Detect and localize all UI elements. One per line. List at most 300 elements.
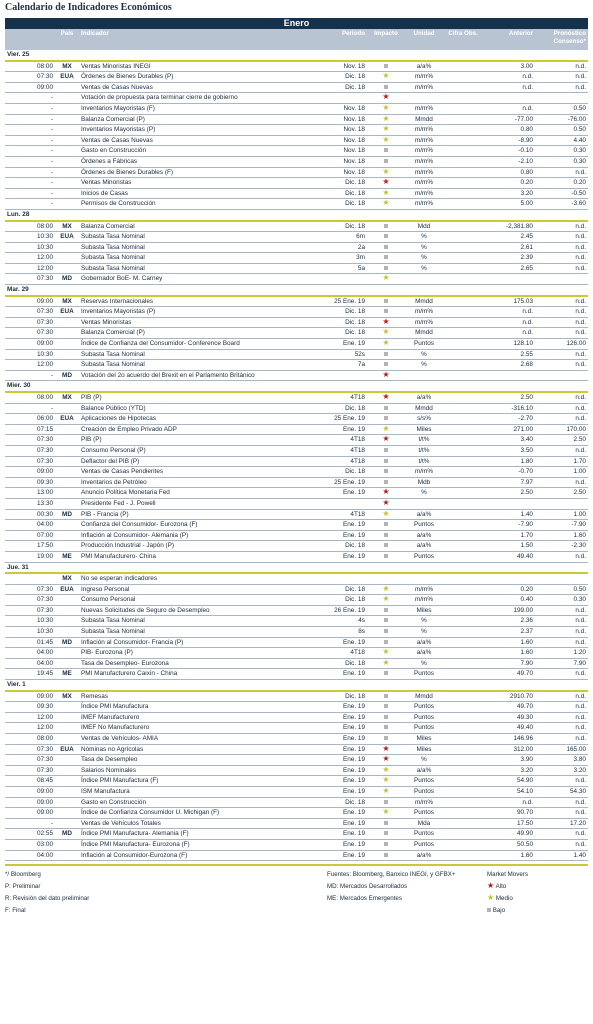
country-cell: EUA [55,584,79,595]
impact-cell [367,253,405,264]
impact-cell [367,520,405,531]
table-row [5,786,588,797]
impact-cell [367,776,405,787]
previous-cell: 0.80 [483,125,535,136]
period-cell: Nov. 18 [309,146,367,157]
previous-cell [483,498,535,509]
low-impact-square-icon [384,671,388,675]
previous-cell: 1.80 [483,456,535,467]
previous-cell: 2.68 [483,360,535,371]
indicator-cell: Inflación al Consumidor-Eurozona (F) [79,850,309,861]
observed-cell [443,188,483,199]
table-row [5,199,588,210]
day-row [5,209,588,220]
impact-cell [367,551,405,562]
time-cell: 04:00 [5,520,55,531]
table-row [5,328,588,339]
table-row [5,765,588,776]
observed-cell [443,370,483,381]
previous-cell: 0.80 [483,167,535,178]
unit-cell: m/m% [405,146,443,157]
unit-cell: % [405,232,443,243]
country-cell [55,253,79,264]
time-cell: 00:30 [5,509,55,520]
indicator-cell: Ventas de Casas Nuevas [79,82,309,93]
previous-cell: 54.10 [483,786,535,797]
table-row [5,263,588,274]
observed-cell [443,392,483,403]
indicator-cell: Índice de Confianza Consumidor U. Michigan (F) [79,808,309,819]
unit-cell: a/a% [405,509,443,520]
high-impact-star-icon: ★ [382,370,390,379]
forecast-cell: n.d. [535,712,588,723]
legend-bajo: Bajo [492,907,506,915]
impact-cell [367,477,405,488]
table-row [5,445,588,456]
observed-cell [443,498,483,509]
observed-cell [443,156,483,167]
impact-cell [367,424,405,435]
high-impact-star-icon: ★ [382,317,390,326]
period-cell [309,274,367,285]
period-cell: 25 Ene. 19 [309,477,367,488]
unit-cell: m/m% [405,199,443,210]
table-row [5,595,588,606]
previous-cell: -8.90 [483,135,535,146]
impact-cell [367,221,405,232]
forecast-cell [535,274,588,285]
previous-cell: -0.70 [483,467,535,478]
high-impact-star-icon: ★ [382,434,390,444]
unit-cell: % [405,263,443,274]
time-cell: 12:00 [5,253,55,264]
medium-impact-star-icon: ★ [382,103,390,112]
indicator-cell: IMEF No Manufacturero [79,723,309,734]
col-periodo: Periodo [309,29,367,50]
forecast-cell: 3.80 [535,755,588,766]
time-cell: 10:30 [5,616,55,627]
forecast-cell: 0.30 [535,146,588,157]
forecast-cell: n.d. [535,616,588,627]
table-row [5,414,588,425]
period-cell: Ene. 19 [309,551,367,562]
previous-cell: 49.40 [483,551,535,562]
forecast-cell: 3.20 [535,765,588,776]
low-impact-square-icon [384,831,388,835]
country-cell [55,765,79,776]
legend-note: */ Bloomberg [5,871,41,879]
indicator-cell: Ventas de Vehículos- AMIA [79,734,309,745]
observed-cell [443,850,483,861]
medium-impact-star-icon: ★ [382,124,390,134]
previous-cell: 2.37 [483,627,535,638]
country-cell [55,135,79,146]
period-cell [309,93,367,104]
table-row [5,839,588,850]
previous-cell: 2.61 [483,242,535,253]
country-cell [55,498,79,509]
time-cell: 07:30 [5,328,55,339]
country-cell [55,199,79,210]
forecast-cell: 0.30 [535,156,588,167]
col-pronostico: Pronóstico Consenso* [535,29,588,50]
previous-cell: -0.10 [483,146,535,157]
indicator-cell: Subasta Tasa Nominal [79,627,309,638]
indicator-cell: Órdenes de Bienes Durables (F) [79,167,309,178]
observed-cell [443,595,483,606]
low-impact-square-icon [384,543,388,547]
impact-cell [367,498,405,509]
observed-cell [443,307,483,318]
table-row [5,541,588,552]
period-cell: Ene. 19 [309,669,367,680]
country-cell [55,477,79,488]
impact-cell [367,72,405,83]
country-cell [55,776,79,787]
country-cell: EUA [55,414,79,425]
time-cell: 09:00 [5,339,55,350]
country-cell [55,445,79,456]
observed-cell [443,829,483,840]
forecast-cell: n.d. [535,669,588,680]
impact-cell [367,188,405,199]
unit-cell: Puntos [405,551,443,562]
table-row [5,339,588,350]
indicator-cell: PMI Manufacturero Caixin - China [79,669,309,680]
country-cell [55,702,79,713]
forecast-cell: n.d. [535,221,588,232]
impact-cell [367,242,405,253]
time-cell: 09:30 [5,702,55,713]
low-impact-square-icon [384,234,388,238]
indicator-cell: PIB (P) [79,392,309,403]
impact-cell [367,839,405,850]
impact-cell [367,167,405,178]
period-cell: Dic. 18 [309,82,367,93]
impact-cell [367,744,405,755]
forecast-cell: 54.30 [535,786,588,797]
legend-source: ME: Mercados Emergentes [327,895,402,903]
time-cell: 07:30 [5,317,55,328]
time-cell: 10:30 [5,627,55,638]
previous-cell: n.d. [483,328,535,339]
unit-cell: m/m% [405,797,443,808]
table-row [5,370,588,381]
table-row [5,435,588,446]
indicator-cell: Balance Público (YTD) [79,403,309,414]
column-header-row [5,29,588,50]
unit-cell: m/m% [405,135,443,146]
country-cell [55,125,79,136]
period-cell: Dic. 18 [309,199,367,210]
previous-cell [483,370,535,381]
forecast-cell [535,370,588,381]
country-cell [55,850,79,861]
unit-cell: m/m% [405,307,443,318]
indicator-cell: Nóminas no Agrícolas [79,744,309,755]
impact-cell [367,125,405,136]
period-cell: Dic. 18 [309,691,367,702]
unit-cell: Puntos [405,669,443,680]
observed-cell [443,755,483,766]
table-row [5,488,588,499]
forecast-cell: 1.00 [535,509,588,520]
observed-cell [443,61,483,72]
high-impact-star-icon: ★ [382,498,390,507]
indicator-cell: Índice PMI Manufactura (F) [79,776,309,787]
indicator-cell: Aplicaciones de Hipotecas [79,414,309,425]
medium-impact-star-icon: ★ [382,775,390,785]
country-cell: MX [55,296,79,307]
table-row [5,498,588,509]
time-cell: 07:30 [5,584,55,595]
medium-impact-star-icon: ★ [382,327,390,337]
medium-impact-star-icon: ★ [382,509,390,518]
unit-cell: % [405,253,443,264]
unit-cell: Miles [405,424,443,435]
time-cell: 01:45 [5,637,55,648]
unit-cell: Puntos [405,712,443,723]
country-cell [55,424,79,435]
table-row [5,188,588,199]
low-impact-square-icon [384,800,388,804]
observed-cell [443,414,483,425]
time-cell: 10:30 [5,242,55,253]
observed-cell [443,839,483,850]
indicator-cell: Gasto en Construcción [79,797,309,808]
country-cell [55,339,79,350]
low-impact-square-icon [384,352,388,356]
time-cell: - [5,818,55,829]
observed-cell [443,82,483,93]
unit-cell: Mmdd [405,328,443,339]
table-row [5,82,588,93]
table-row [5,61,588,72]
period-cell: Dic. 18 [309,467,367,478]
legend-medio: Medio [495,895,513,903]
previous-cell: 2.50 [483,488,535,499]
table-row [5,850,588,861]
observed-cell [443,530,483,541]
country-cell [55,520,79,531]
medium-impact-star-icon: ★ [382,71,390,81]
country-cell [55,263,79,274]
forecast-cell: n.d. [535,242,588,253]
low-impact-square-icon [384,554,388,558]
previous-cell: 3.00 [483,61,535,72]
unit-cell: t/t% [405,445,443,456]
previous-cell: 199.00 [483,605,535,616]
indicator-cell: Inicios de Casas [79,188,309,199]
low-impact-square-icon [384,85,388,89]
forecast-cell: -0.50 [535,188,588,199]
legend-note: F: Final [5,907,26,915]
unit-cell: % [405,349,443,360]
country-cell: MD [55,637,79,648]
impact-cell [367,317,405,328]
forecast-cell: 170.00 [535,424,588,435]
observed-cell [443,808,483,819]
impact-cell [367,488,405,499]
previous-cell: 2.39 [483,253,535,264]
indicator-cell: Subasta Tasa Nominal [79,360,309,371]
page-title: Calendario de Indicadores Económicos [5,2,172,13]
forecast-cell: n.d. [535,232,588,243]
table-row [5,637,588,648]
indicator-cell: Ventas de Casas Pendientes [79,467,309,478]
forecast-cell: 1.00 [535,467,588,478]
observed-cell [443,551,483,562]
day-label: Mar. 29 [5,285,588,296]
medium-impact-star-icon: ★ [382,167,390,176]
observed-cell [443,72,483,83]
period-cell: Ene. 19 [309,786,367,797]
legend-note: R: Revisión del dato preliminar [5,895,90,903]
table-row [5,424,588,435]
legend-notes [5,869,89,917]
observed-cell [443,445,483,456]
time-cell: 09:00 [5,786,55,797]
impact-cell [367,723,405,734]
country-cell [55,178,79,189]
previous-cell: 1.60 [483,850,535,861]
forecast-cell: n.d. [535,360,588,371]
medium-impact-star-icon: ★ [382,135,390,144]
impact-cell [367,755,405,766]
indicator-cell: Subasta Tasa Nominal [79,263,309,274]
period-cell: Nov. 18 [309,135,367,146]
country-cell [55,605,79,616]
observed-cell [443,167,483,178]
medium-impact-star-icon: ★ [382,786,390,795]
unit-cell: m/m% [405,584,443,595]
day-label: Jue. 31 [5,562,588,573]
period-cell: Dic. 18 [309,307,367,318]
impact-cell [367,595,405,606]
indicator-cell: Índice de Confianza del Consumidor- Conference Board [79,339,309,350]
unit-cell: s/s% [405,414,443,425]
time-cell: - [5,135,55,146]
low-impact-square-icon [384,416,388,420]
period-cell: Dic. 18 [309,72,367,83]
table-row [5,808,588,819]
country-cell [55,146,79,157]
medium-impact-star-icon: ★ [382,807,390,817]
period-cell: Ene. 19 [309,637,367,648]
country-cell [55,595,79,606]
table-row [5,467,588,478]
forecast-cell: n.d. [535,392,588,403]
medium-impact-star-icon: ★ [382,338,390,348]
previous-cell: 1.50 [483,541,535,552]
indicator-cell: ISM Manufactura [79,786,309,797]
impact-cell [367,339,405,350]
period-cell: Ene. 19 [309,530,367,541]
country-cell [55,328,79,339]
table-row [5,669,588,680]
observed-cell [443,776,483,787]
table-row [5,456,588,467]
impact-cell [367,616,405,627]
impact-cell [367,456,405,467]
period-cell: Dic. 18 [309,221,367,232]
previous-cell: 3.20 [483,765,535,776]
low-impact-square-icon [384,362,388,366]
indicator-cell: Inventarios de Petróleo [79,477,309,488]
indicator-cell: Consumo Personal [79,595,309,606]
time-cell: 07:30 [5,595,55,606]
observed-cell [443,723,483,734]
time-cell: - [5,403,55,414]
table-row [5,103,588,114]
table-row [5,93,588,104]
time-cell: - [5,93,55,104]
forecast-cell: n.d. [535,829,588,840]
previous-cell: 2.45 [483,232,535,243]
forecast-cell [535,93,588,104]
indicator-cell: Producción Industrial - Japón (P) [79,541,309,552]
time-cell: - [5,125,55,136]
time-cell: 07:30 [5,765,55,776]
impact-cell [367,370,405,381]
unit-cell: m/m% [405,156,443,167]
previous-cell: 0.20 [483,178,535,189]
country-cell [55,658,79,669]
table-row [5,253,588,264]
observed-cell [443,584,483,595]
forecast-cell: -3.60 [535,199,588,210]
country-cell: EUA [55,72,79,83]
col-impacto: Impacto [367,29,405,50]
day-row [5,562,588,573]
table-row [5,274,588,285]
indicator-cell: IMEF Manufacturero [79,712,309,723]
indicator-cell: Subasta Tasa Nominal [79,232,309,243]
indicator-cell: Ventas Minoristas [79,178,309,189]
period-cell: 25 Ene. 19 [309,414,367,425]
period-cell: Dic. 18 [309,584,367,595]
time-cell: 07:30 [5,435,55,446]
impact-cell [367,627,405,638]
forecast-cell: 2.50 [535,488,588,499]
previous-cell: 17.50 [483,818,535,829]
observed-cell [443,253,483,264]
unit-cell: Puntos [405,808,443,819]
impact-cell [367,360,405,371]
indicator-cell: Ventas Minoristas INEGI [79,61,309,72]
indicators-table [5,29,588,861]
previous-cell: 3.40 [483,435,535,446]
country-cell [55,734,79,745]
indicator-cell: Inventarios Mayoristas (F) [79,103,309,114]
unit-cell: % [405,360,443,371]
country-cell: MD [55,829,79,840]
table-row [5,403,588,414]
forecast-cell: n.d. [535,307,588,318]
impact-cell [367,797,405,808]
country-cell [55,541,79,552]
period-cell: 4T18 [309,435,367,446]
forecast-cell: n.d. [535,839,588,850]
observed-cell [443,263,483,274]
high-impact-star-icon: ★ [487,881,495,891]
table-row [5,72,588,83]
country-cell [55,530,79,541]
previous-cell: -2.10 [483,156,535,167]
forecast-cell: n.d. [535,797,588,808]
previous-cell: 3.90 [483,755,535,766]
forecast-cell: n.d. [535,702,588,713]
